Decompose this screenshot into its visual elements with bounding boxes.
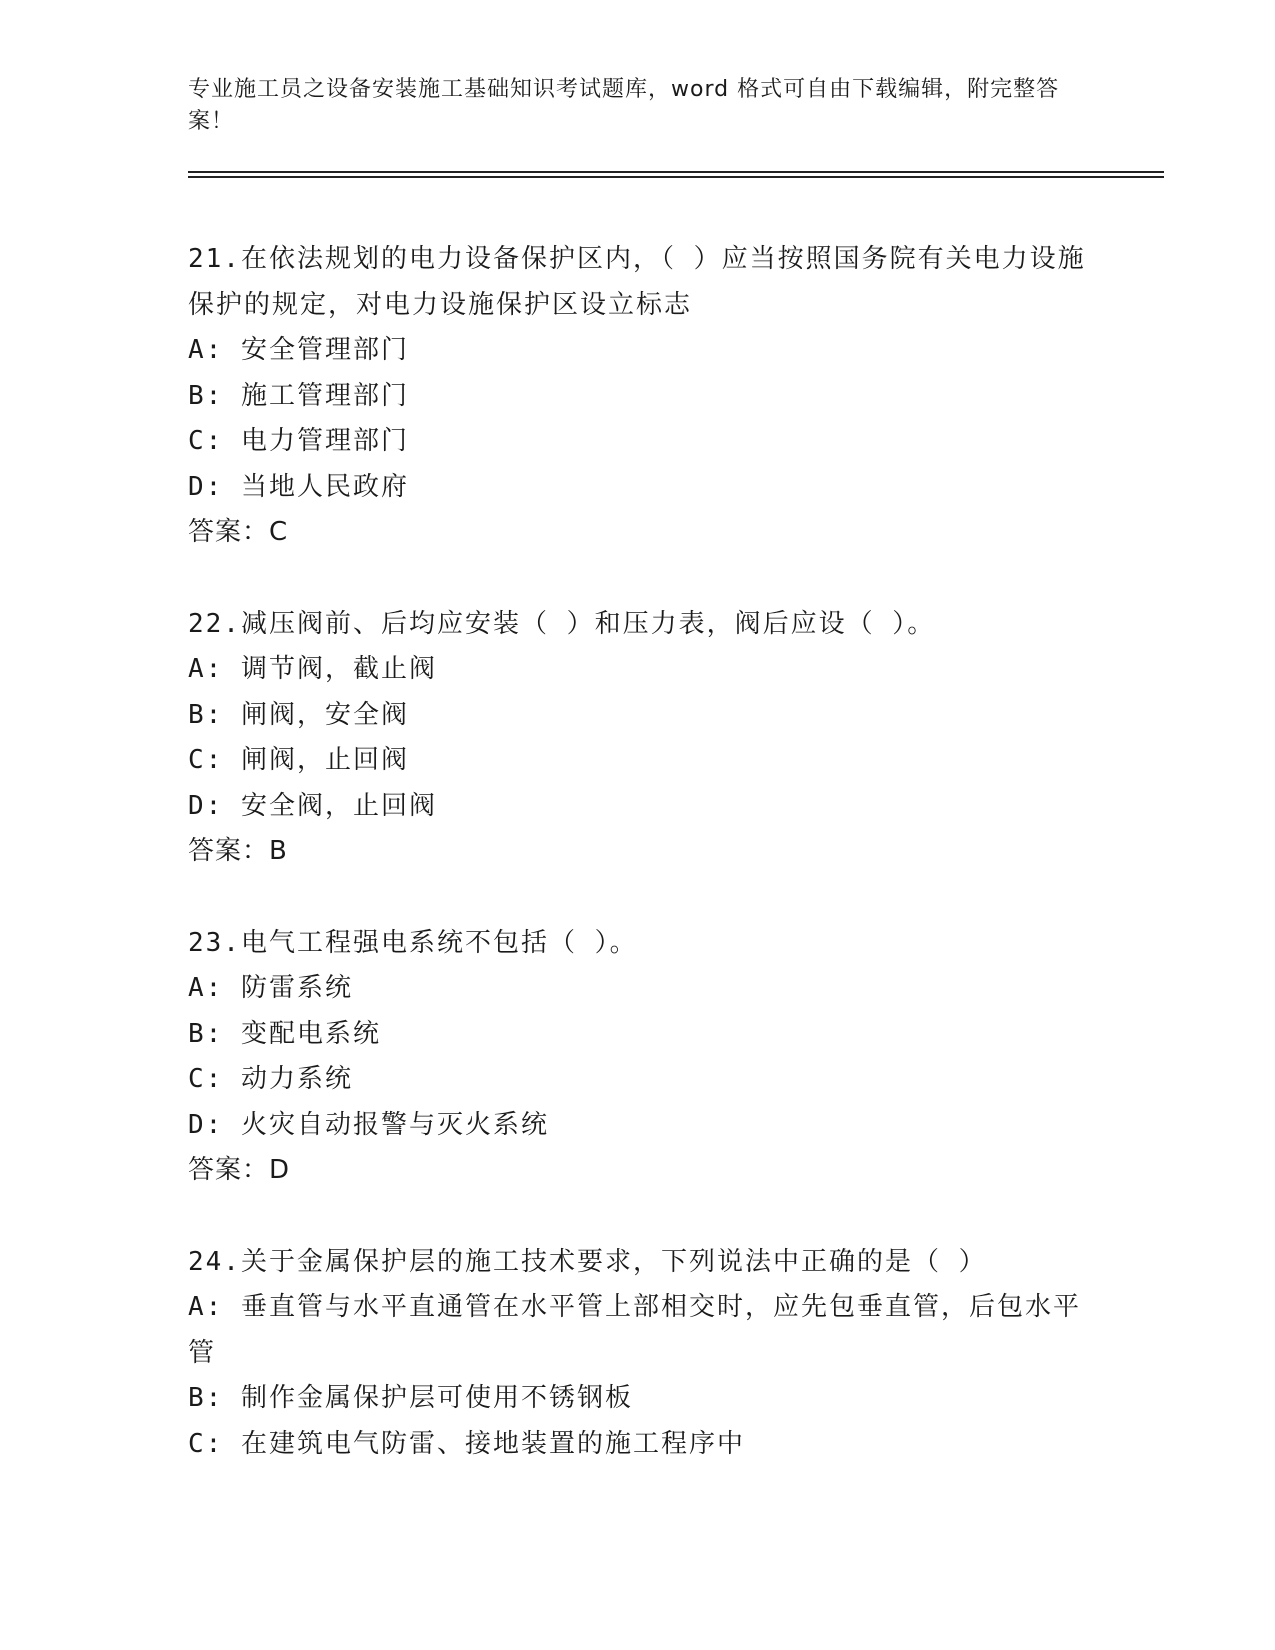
question-stem: 24.关于金属保护层的施工技术要求，下列说法中正确的是（ ）: [188, 1246, 987, 1277]
option-c: C: 闸阀，止回阀: [188, 745, 409, 775]
option-c: C: 电力管理部门: [188, 426, 409, 456]
option-d: D: 火灾自动报警与灭火系统: [188, 1109, 549, 1140]
answer: 答案：D: [188, 1155, 291, 1185]
answer: 答案：B: [188, 836, 288, 866]
option-b: B: 闸阀，安全阀: [188, 699, 409, 730]
question-21: [188, 237, 1088, 556]
header-divider-bottom: [188, 176, 1164, 178]
option-b: B: 制作金属保护层可使用不锈钢板: [188, 1383, 633, 1413]
question-stem: 21.在依法规划的电力设备保护区内，（ ）应当按照国务院有关电力设施保护的规定，对电力设施保护区设立标志: [188, 244, 1086, 320]
question-23: [188, 921, 1088, 1194]
header-divider-top: [188, 171, 1164, 173]
answer: 答案：C: [188, 517, 289, 547]
option-b: B: 施工管理部门: [188, 380, 409, 411]
option-a: A: 防雷系统: [188, 973, 353, 1003]
option-b: B: 变配电系统: [188, 1018, 381, 1049]
question-24: [188, 1240, 1088, 1468]
option-d: D: 安全阀，止回阀: [188, 790, 437, 821]
question-22: [188, 602, 1088, 875]
option-c: C: 动力系统: [188, 1064, 353, 1094]
question-stem: 23.电气工程强电系统不包括（ ）。: [188, 927, 638, 958]
option-d: D: 当地人民政府: [188, 471, 409, 502]
question-list: [188, 237, 1088, 1513]
question-stem: 22.减压阀前、后均应安装（ ）和压力表，阀后应设（ ）。: [188, 608, 936, 639]
option-a: A: 安全管理部门: [188, 335, 409, 365]
document-header: 专业施工员之设备安装施工基础知识考试题库，word 格式可自由下载编辑，附完整答案！: [188, 77, 1060, 134]
option-c: C: 在建筑电气防雷、接地装置的施工程序中: [188, 1428, 745, 1459]
option-a: A: 调节阀，截止阀: [188, 654, 437, 684]
option-a: A: 垂直管与水平直通管在水平管上部相交时，应先包垂直管，后包水平管: [188, 1292, 1081, 1368]
